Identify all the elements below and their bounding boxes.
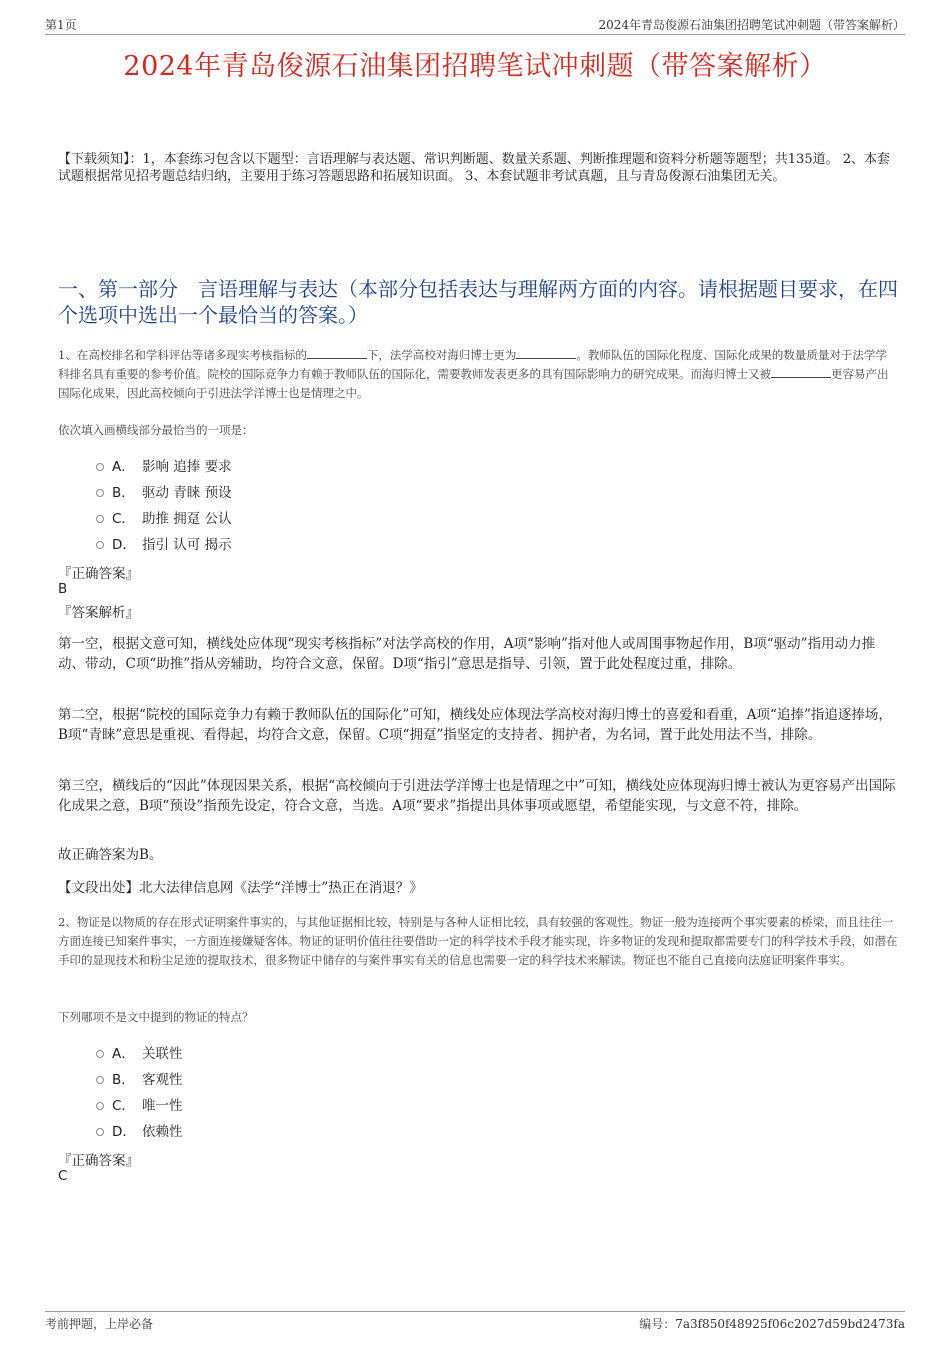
fill-blank [307,346,367,359]
download-notice: 【下载须知】：1，本套练习包含以下题型：言语理解与表达题、常识判断题、数量关系题、判断推理题和资料分析题等题型；共135道。 2、本套试题根据常见招考题总结归纳，主要用于练习答题思路和拓展知识面。 3、本套试题非考试真题，且与青岛俊源石油集团无关。 [58,152,890,184]
option-letter: B． [112,485,135,501]
document-title: 2024年青岛俊源石油集团招聘笔试冲刺题（带答案解析） [123,51,827,82]
option-text: 助推 拥趸 公认 [142,511,232,527]
option-a[interactable] [96,1039,183,1065]
option-b[interactable] [96,478,232,504]
radio-icon[interactable] [96,1050,104,1058]
question-1-prompt: 依次填入画横线部分最恰当的一项是： [58,423,254,437]
footer-doc-id: 编号：7a3f850f48925f06c2027d59bd2473fa [639,1317,905,1331]
analysis-paragraph: 第一空，根据文意可知，横线处应体现“现实考核指标”对法学高校的作用，A项“影响”指对他人或周围事物起作用，B项“驱动”指用动力推动、带动，C项“助推”指从旁辅助，均符合文意，保留。D项“指引”意思是指导、引领，置于此处程度过重，排除。 [58,636,876,672]
question-1-options [96,452,232,556]
source-citation: 【文段出处】北大法律信息网《法学“洋博士”热正在消退？》 [58,880,423,896]
option-letter: B． [112,1072,135,1088]
answer-value: C [58,1168,68,1184]
option-d[interactable] [96,1117,183,1143]
section-heading: 一、第一部分 言语理解与表达（本部分包括表达与理解两方面的内容。请根据题目要求，在四个选项中选出一个最恰当的答案。） [58,277,898,327]
page-header [45,14,905,35]
header-doc-title: 2024年青岛俊源石油集团招聘笔试冲刺题（带答案解析） [598,18,905,32]
radio-icon[interactable] [96,515,104,523]
option-text: 指引 认可 揭示 [142,537,232,553]
option-text: 关联性 [142,1046,183,1062]
question-1-text-part: 。教师队伍的国际化程度、国际化成果的数量质量对于法学学科排名具有重要的参考价值。院校的国际竞争力有赖于教师队伍的国际化，需要教师发表更多的具有国际影响力的研究成果。而海归博士又被 [58,348,887,381]
radio-icon[interactable] [96,1076,104,1084]
option-letter: A． [112,459,135,475]
analysis-label: 『答案解析』 [58,605,139,621]
answer-value: B [58,581,68,597]
radio-icon[interactable] [96,463,104,471]
option-text: 客观性 [142,1072,183,1088]
radio-icon[interactable] [96,541,104,549]
fill-blank [771,365,831,378]
radio-icon[interactable] [96,489,104,497]
fill-blank [516,346,576,359]
page-number: 第1页 [45,18,77,32]
option-c[interactable] [96,1091,183,1117]
analysis-paragraph: 第二空，根据“院校的国际竞争力有赖于教师队伍的国际化”可知，横线处应体现法学高校对海归博士的喜爱和看重，A项“追捧”指追逐捧场，B项“青睐”意思是重视、看得起，均符合文意，保留。C项“拥趸”指坚定的支持者、拥护者，为名词，置于此处用法不当，排除。 [58,707,892,743]
radio-icon[interactable] [96,1128,104,1136]
question-1-text [58,346,898,403]
footer-slogan: 考前押题，上岸必备 [45,1317,154,1331]
question-1-text-part: 下，法学高校对海归博士更为 [366,348,517,362]
option-text: 影响 追捧 要求 [142,459,232,475]
question-2-text: 2、物证是以物质的存在形式证明案件事实的，与其他证据相比较，特别是与各种人证相比较，具有较强的客观性。物证一般为连接两个事实要素的桥梁，而且往往一方面连接已知案件事实，一方面连接嫌疑客体。物证的证明价值往往要借助一定的科学技术手段才能实现，许多物证的发现和提取都需要专门的科学技术手段，如潜在手印的显现技术和粉尘足迹的提取技术，很多物证中储存的与案件事实有关的信息也需要一定的科学技术来解读。物证也不能自己直接向法庭证明案件事实。 [58,915,898,967]
option-letter: C． [112,1098,135,1114]
option-letter: A． [112,1046,135,1062]
question-2-prompt: 下列哪项不是文中提到的物证的特点？ [58,1010,254,1024]
analysis-conclusion: 故正确答案为B。 [58,847,163,863]
option-d[interactable] [96,530,232,556]
answer-label: 『正确答案』 [58,566,139,582]
answer-label: 『正确答案』 [58,1153,139,1169]
option-a[interactable] [96,452,232,478]
option-text: 驱动 青睐 预设 [142,485,232,501]
option-text: 唯一性 [142,1098,183,1114]
question-1-text-part: 更容易产出国际化成果，因此高校倾向于引进法学洋博士也是情理之中。 [58,367,889,400]
option-letter: D． [112,1124,136,1140]
question-2-options [96,1039,183,1143]
option-b[interactable] [96,1065,183,1091]
option-letter: D． [112,537,136,553]
question-1-text-part: 1、在高校排名和学科评估等诸多现实考核指标的 [58,348,307,362]
option-text: 依赖性 [142,1124,183,1140]
option-letter: C． [112,511,135,527]
analysis-paragraph: 第三空，横线后的“因此”体现因果关系，根据“高校倾向于引进法学洋博士也是情理之中”可知，横线处应体现海归博士被认为更容易产出国际化成果之意，B项“预设”指预先设定，符合文意，当选。A项“要求”指提出具体事项或愿望，希望能实现，与文意不符，排除。 [58,778,896,814]
radio-icon[interactable] [96,1102,104,1110]
option-c[interactable] [96,504,232,530]
page-footer [45,1311,905,1336]
